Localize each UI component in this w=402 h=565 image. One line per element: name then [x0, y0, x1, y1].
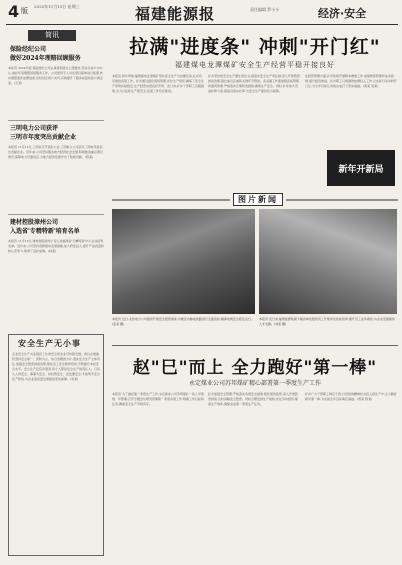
brief-body: 本报讯 2024年度,保险经纪公司认真贯彻落实上级要求,坚持以客户为中心,做好年度理赔回顾服务工作。公司组织专人对各项目保单进行梳理,核实理赔案件处理进度,及时回应客户关切,有效提升了服务质量和客户满意度。(王某): [8, 66, 103, 85]
news-photo: [112, 209, 255, 314]
brief-title: 建材控股漳州公司: [10, 219, 59, 226]
main-article-column: 在经营管理方面,矿井积极开展降本增效工作,加强物资管理和成本控制,提升经济效益。矿井职工以饱满的热情投入工作,以实际行动冲刺开门红,为全年目标任务的完成打下坚实基础。(黄某 吴某): [305, 74, 397, 88]
brief-body: 本报讯 11月12日,三明市召开表彰大会,三明电力公司获评三明市年度突出贡献企业。近年来,公司坚持服务地方经济社会发展,积极推进重点项目建设,保障电力可靠供应,为地方经济发展作出了积极贡献。(陈某): [8, 145, 103, 159]
section-name: 经济·安全: [318, 7, 367, 20]
brief-title: 保险经纪公司: [10, 46, 47, 53]
brief-divider: [8, 214, 104, 215]
second-headline: 赵"巳"而上 全力跑好"第一棒": [132, 358, 378, 378]
main-headline: 拉满"进度条" 冲刺"开门红": [129, 36, 381, 58]
main-article-column: 矿井坚持把安全生产摆在首位,认真落实安全生产责任制,深入开展隐患排查治理,强化重点区域和关键环节管控。各采掘工作面加强顶板管理和通风管理,严格落实瓦斯防治措施,确保生产安全。同时,矿井加大设备检修力度,提高设备完好率,为安全生产提供有力保障。: [208, 74, 300, 93]
newspaper-name: 福建能源报: [135, 5, 216, 23]
main-article-column: 本报讯 新年伊始,福建煤电龙潭煤矿坚持安全生产为首要任务,扎实有序推进各项工作。矿井通过强化现场管理,优化生产组织,确保了安全生产形势持续稳定,生产经营实现良好开局。连日来,矿井干部职工克服困难,全力以赴抓生产保安全,各项工作有序推进。: [112, 74, 204, 93]
brief-body: 本报讯 11月10日,建材控股漳州公司入选福建省'专精特新'中小企业培育名单。近年来,公司坚持创新驱动发展战略,加大研发投入,提升产品质量和核心竞争力,取得了良好成效。(林某): [8, 239, 104, 253]
main-subheadline: 福建煤电龙潭煤矿安全生产经营平稳开接良好: [175, 61, 335, 69]
second-subheadline: 永定煤业公司苏邦煤矿精心部署第一季度生产工作: [188, 380, 321, 387]
photo-caption: 本报讯 连日来,福建能源集团下属各单位组织员工开展岗位技能培训,提升员工业务素质,为企业发展提供人才支撑。(刘某 摄): [259, 317, 395, 326]
brief-title: 三明电力公司获评: [10, 125, 59, 132]
second-article-column: 矿井加强安全管理,严格落实各项安全措施,强化现场监管,深入开展隐患排查,及时消除安全隐患。同时合理安排生产接续,优化劳动组织,提高生产效率,确保完成第一季度生产任务。: [208, 392, 298, 406]
brief-divider: [8, 120, 104, 121]
second-article-column: 本报讯 为了做好第一季度生产工作,永定煤业公司苏邦煤矿一班人早谋划、早部署,召开专题会议研究部署第一季度各项工作,明确工作目标和任务,确保安全生产平稳有序。: [112, 392, 204, 406]
brief-subtitle: 入选省'专精特新'培育名单: [10, 228, 80, 235]
publication-date: 2025年11月13日 星期三: [34, 4, 80, 9]
page-suffix: 版: [21, 7, 28, 15]
brief-subtitle: 三明市年度突出贡献企业: [10, 134, 77, 141]
header-rule: [6, 24, 398, 25]
page-number: 4: [8, 2, 20, 21]
safety-column-body: 企业安全生产关系到员工生命安全和企业可持续发展。我们必须始终坚持安全第一、预防为主、综合治理的方针,落实安全生产主体责任,加强安全隐患排查治理,强化员工安全教育培训,不断提升本质安全水平。安全生产没有旁观者,每个人都是安全生产的责任人。只有人人讲安全、事事为安全、时时想安全、处处要安全,才能筑牢安全生产防线,为企业高质量发展提供坚实保障。(李某): [12, 352, 100, 381]
news-photo: [259, 209, 397, 314]
photo-caption: 本报讯 近日,龙岩电力公司组织开展安全隐患排查,对辖区内输电线路进行全面巡检,确保电网安全稳定运行。(张某 摄): [112, 317, 254, 326]
safety-column-title: 安全生产无小事: [18, 338, 81, 348]
second-article-column: 矿井广大干部职工铆足干劲,以昂扬的精神状态投入到生产中,全力跑好新年第一棒,为实现全年目标奠定基础。(郑某 陈某): [305, 392, 397, 401]
picture-news-label: 图片新闻: [233, 193, 283, 206]
brief-subtitle: 做好2024年理赔回顾服务: [10, 55, 81, 62]
editor-info: 责任编辑 罗小小: [250, 7, 280, 12]
new-year-badge-text: 新年开新局: [338, 165, 384, 175]
news-brief-tag: 简讯: [28, 30, 76, 41]
section-divider: [112, 345, 398, 346]
